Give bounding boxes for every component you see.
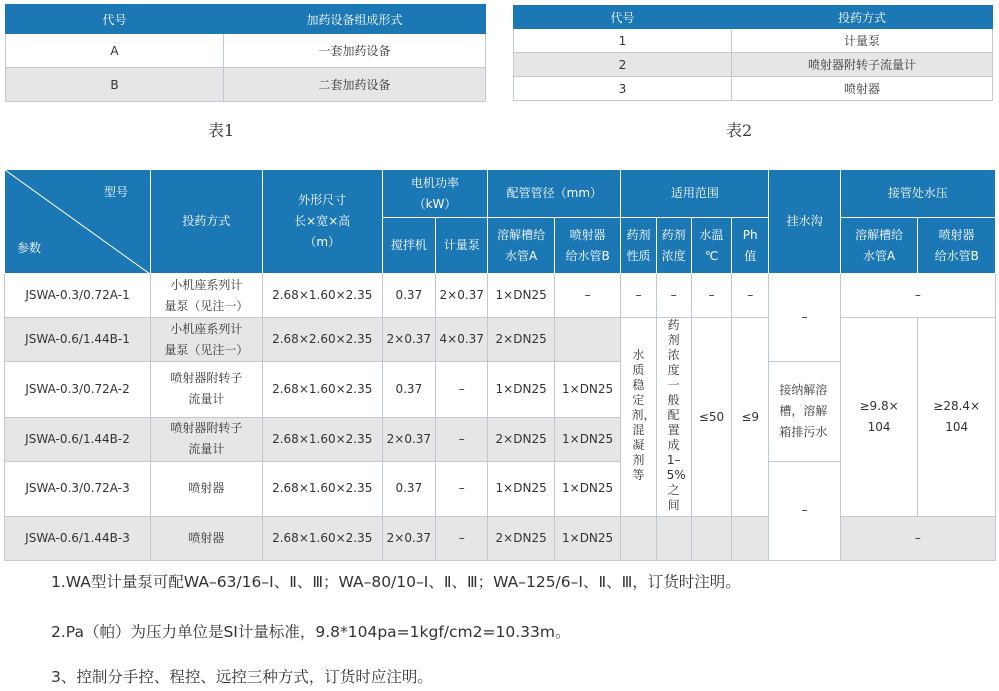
cell-pump: – — [436, 517, 488, 561]
table2-caption: 表2 — [726, 121, 753, 140]
cell-model: JSWA-0.6/1.44B-2 — [5, 417, 151, 461]
header-param: 参数 — [17, 241, 42, 255]
note-3: 3、控制分手控、程控、远控三种方式，订货时应注明。 — [51, 668, 433, 686]
table2-header-code: 代号 — [514, 6, 732, 29]
table1-cell: B — [6, 68, 224, 102]
cell-pipe-b — [554, 318, 620, 362]
cell-pump: 4×0.37 — [436, 318, 488, 362]
cell-size: 2.68×1.60×2.35 — [262, 517, 382, 561]
header-pressure: 接管处水压 — [840, 170, 995, 218]
table-1 — [5, 4, 486, 102]
cell-temp-span: ≤50 — [691, 318, 731, 517]
table-row — [5, 318, 996, 362]
cell-dosing: 喷射器附转子 流量计 — [151, 362, 263, 418]
cell-model: JSWA-0.3/0.72A-2 — [5, 362, 151, 418]
cell-pipe-a: 2×DN25 — [488, 318, 554, 362]
cell-pump: 2×0.37 — [436, 274, 488, 318]
cell-pipe-a: 2×DN25 — [488, 517, 554, 561]
cell-size: 2.68×1.60×2.35 — [262, 417, 382, 461]
table2-cell: 喷射器 — [732, 77, 993, 101]
header-model: 型号 — [104, 185, 129, 199]
spec-table — [4, 169, 996, 561]
header-stirrer: 搅拌机 — [382, 218, 435, 274]
cell-temp-blank — [691, 517, 731, 561]
header-motor: 电机功率 （kW） — [382, 170, 488, 218]
cell-pipe-b: 1×DN25 — [554, 517, 620, 561]
cell-stirrer: 0.37 — [382, 274, 435, 318]
cell-pipe-b: – — [554, 274, 620, 318]
cell-dosing: 喷射器 — [151, 461, 263, 517]
cell-agent: – — [621, 274, 656, 318]
cell-pressure-empty: – — [840, 517, 995, 561]
cell-agent-blank — [621, 517, 656, 561]
table1-cell: A — [6, 34, 224, 68]
table-row — [5, 517, 996, 561]
cell-dosing: 小机座系列计 量泵（见注一） — [151, 318, 263, 362]
header-press-b: 喷射器 给水管B — [918, 218, 996, 274]
note-1: 1.WA型计量泵可配WA–63/16–Ⅰ、Ⅱ、Ⅲ；WA–80/10–Ⅰ、Ⅱ、Ⅲ；WA–125/6–Ⅰ、Ⅱ、Ⅲ，订货时注明。 — [51, 573, 741, 591]
table-row — [5, 274, 996, 318]
table2-cell: 计量泵 — [732, 29, 993, 53]
table1-header-code: 代号 — [6, 5, 224, 34]
table2-cell: 2 — [514, 53, 732, 77]
table1-header-form: 加药设备组成形式 — [224, 5, 486, 34]
cell-pipe-a: 1×DN25 — [488, 362, 554, 418]
header-pump: 计量泵 — [436, 218, 488, 274]
cell-ph: – — [732, 274, 769, 318]
cell-press-a-span: ≥9.8× 104 — [840, 318, 918, 517]
table1-cell: 一套加药设备 — [224, 34, 486, 68]
cell-model: JSWA-0.3/0.72A-3 — [5, 461, 151, 517]
cell-size: 2.68×1.60×2.35 — [262, 362, 382, 418]
cell-pump: – — [436, 417, 488, 461]
cell-ditch-text: 接纳解溶 槽，溶解 箱排污水 — [769, 362, 841, 462]
header-pipe-a: 溶解槽给 水管A — [488, 218, 554, 274]
cell-dosing: 喷射器 — [151, 517, 263, 561]
header-pipe-b: 喷射器 给水管B — [554, 218, 620, 274]
header-conc: 药剂 浓度 — [656, 218, 691, 274]
header-press-a: 溶解槽给 水管A — [840, 218, 918, 274]
cell-model: JSWA-0.6/1.44B-1 — [5, 318, 151, 362]
header-dosing: 投药方式 — [151, 170, 263, 274]
header-model-param — [5, 170, 151, 274]
cell-pressure-empty: – — [840, 274, 995, 318]
cell-ditch-empty: – — [769, 274, 841, 362]
cell-pipe-a: 1×DN25 — [488, 461, 554, 517]
cell-size: 2.68×2.60×2.35 — [262, 318, 382, 362]
table2-cell: 1 — [514, 29, 732, 53]
table2-cell: 喷射器附转子流量计 — [732, 53, 993, 77]
agent-text: 水质稳定剂，混凝剂等 — [631, 348, 656, 482]
cell-model: JSWA-0.3/0.72A-1 — [5, 274, 151, 318]
cell-agent-span — [621, 318, 656, 517]
header-ditch: 挂水沟 — [769, 170, 841, 274]
cell-model: JSWA-0.6/1.44B-3 — [5, 517, 151, 561]
header-scope: 适用范围 — [621, 170, 769, 218]
header-size: 外形尺寸 长×宽×高 （m） — [262, 170, 382, 274]
cell-stirrer: 0.37 — [382, 362, 435, 418]
table2-cell: 3 — [514, 77, 732, 101]
cell-ditch-empty: – — [769, 461, 841, 561]
cell-temp: – — [691, 274, 731, 318]
cell-conc-span — [656, 318, 691, 517]
cell-dosing: 喷射器附转子 流量计 — [151, 417, 263, 461]
conc-text: 药剂浓度一般配置成1–5%之间 — [666, 318, 686, 512]
table1-caption: 表1 — [208, 121, 235, 140]
header-temp: 水温 ℃ — [691, 218, 731, 274]
cell-conc: – — [656, 274, 691, 318]
cell-stirrer: 2×0.37 — [382, 517, 435, 561]
cell-ph-span: ≤9 — [732, 318, 769, 517]
cell-pipe-a: 1×DN25 — [488, 274, 554, 318]
cell-pipe-b: 1×DN25 — [554, 417, 620, 461]
cell-dosing: 小机座系列计 量泵（见注一） — [151, 274, 263, 318]
cell-pipe-b: 1×DN25 — [554, 362, 620, 418]
note-2: 2.Pa（帕）为压力单位是SI计量标准，9.8*104pa=1kgf/cm2=10.33m。 — [51, 623, 571, 641]
table2-header-method: 投药方式 — [732, 6, 993, 29]
cell-pipe-b: 1×DN25 — [554, 461, 620, 517]
cell-stirrer: 2×0.37 — [382, 417, 435, 461]
header-ph: Ph 值 — [732, 218, 769, 274]
cell-conc-blank — [656, 517, 691, 561]
cell-pipe-a: 2×DN25 — [488, 417, 554, 461]
table1-cell: 二套加药设备 — [224, 68, 486, 102]
cell-stirrer: 2×0.37 — [382, 318, 435, 362]
header-agent: 药剂 性质 — [621, 218, 656, 274]
cell-pump: – — [436, 461, 488, 517]
header-pipe: 配管管径（mm） — [488, 170, 621, 218]
cell-pump: – — [436, 362, 488, 418]
table-2 — [513, 5, 993, 101]
cell-ph-blank — [732, 517, 769, 561]
cell-stirrer: 0.37 — [382, 461, 435, 517]
cell-size: 2.68×1.60×2.35 — [262, 461, 382, 517]
cell-size: 2.68×1.60×2.35 — [262, 274, 382, 318]
cell-press-b-span: ≥28.4× 104 — [918, 318, 996, 517]
